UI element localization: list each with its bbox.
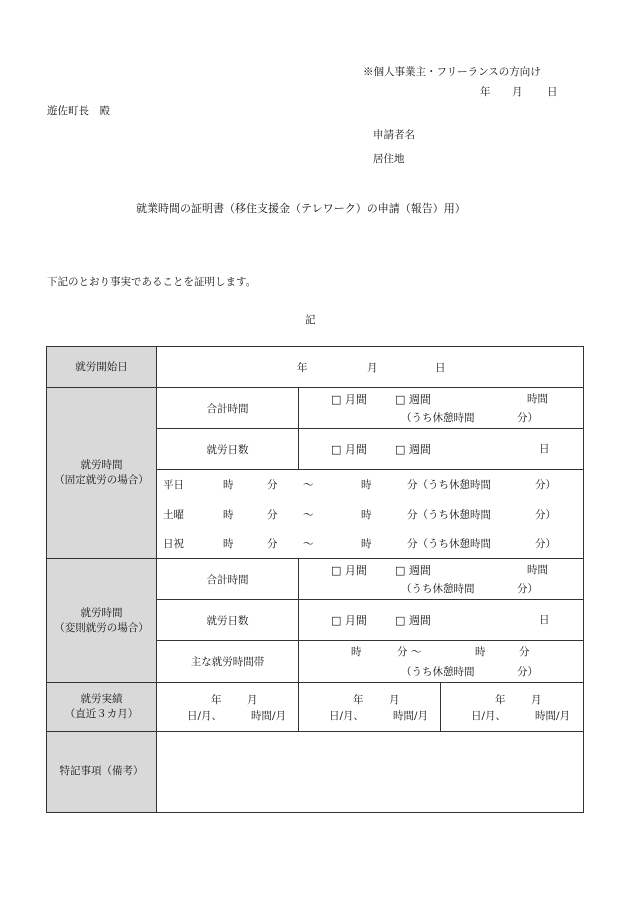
record-row: [47, 683, 584, 732]
record-1-month: 月: [247, 694, 258, 706]
start-date-field[interactable]: [157, 347, 584, 388]
fixed-total-hours-field[interactable]: [299, 388, 584, 429]
record-2-year: 年: [353, 694, 364, 706]
band-end-hour: 時: [475, 646, 486, 658]
record-3-days: 日/月、: [471, 710, 507, 722]
saturday-break-minutes: 分）: [535, 509, 556, 521]
certificate-form-table: [46, 346, 584, 813]
flex-days-unit: 日: [539, 614, 550, 626]
fixed-total-hours-label: 合計時間: [157, 388, 299, 429]
fixed-days-unit: 日: [539, 443, 550, 455]
flex-total-monthly-checkbox[interactable]: □ 月間: [331, 564, 367, 577]
band-break-text: （うち休憩時間: [401, 666, 475, 678]
record-label-line1: 就労実績: [80, 693, 123, 705]
fixed-days-weekly-checkbox[interactable]: □ 週間: [395, 443, 431, 456]
address-label: 居住地: [373, 153, 405, 165]
saturday-start-minute: 分: [267, 509, 278, 521]
fixed-total-monthly-checkbox[interactable]: □ 月間: [331, 393, 367, 406]
holiday-tilde: ～: [303, 538, 314, 550]
flex-label-line1: 就労時間: [80, 606, 123, 619]
flex-working-days-field[interactable]: [299, 600, 584, 641]
record-month-3[interactable]: [441, 683, 584, 732]
record-1-year: 年: [211, 694, 222, 706]
fixed-holiday-field[interactable]: [157, 530, 584, 559]
holiday-end-hour: 時: [361, 538, 372, 550]
weekday-label: 平日: [163, 479, 184, 491]
record-2-days: 日/月、: [329, 710, 365, 722]
record-2-hours: 時間/月: [393, 710, 429, 722]
saturday-label: 土曜: [163, 509, 184, 521]
saturday-end-minute-break: 分（うち休憩時間: [407, 509, 491, 521]
ki-label: 記: [305, 314, 316, 326]
holiday-end-minute-break: 分（うち休憩時間: [407, 538, 491, 550]
holiday-label: 日祝: [163, 538, 184, 550]
fixed-total-weekly-checkbox[interactable]: □ 週間: [395, 393, 431, 406]
start-date-label: 就労開始日: [47, 347, 157, 388]
weekday-tilde: ～: [303, 479, 314, 491]
record-3-month: 月: [531, 694, 542, 706]
fixed-hours-label: [47, 388, 157, 559]
start-month-label: 月: [367, 362, 378, 374]
flex-label-line2: （変則就労の場合）: [54, 621, 149, 634]
record-label-line2: （直近３カ月）: [64, 708, 139, 720]
fixed-working-days-field[interactable]: [299, 429, 584, 470]
date-year-label: 年: [480, 86, 491, 98]
fixed-total-break-text: （うち休憩時間: [401, 412, 475, 424]
flex-total-hours-row: [47, 559, 584, 600]
flex-total-weekly-checkbox[interactable]: □ 週間: [395, 564, 431, 577]
flex-total-hours-label: 合計時間: [157, 559, 299, 600]
remarks-label: [47, 732, 157, 813]
date-month-label: 月: [512, 86, 523, 98]
holiday-start-minute: 分: [267, 538, 278, 550]
weekday-end-minute-break: 分（うち休憩時間: [407, 479, 491, 491]
band-break-minutes: 分）: [517, 666, 538, 678]
band-end-minute: 分: [519, 646, 530, 658]
fixed-saturday-field[interactable]: [157, 500, 584, 530]
saturday-end-hour: 時: [361, 509, 372, 521]
record-3-hours: 時間/月: [535, 710, 571, 722]
fixed-total-break-minutes: 分）: [517, 412, 538, 424]
remarks-row: [47, 732, 584, 813]
fixed-label-line2: （固定就労の場合）: [54, 474, 149, 486]
fixed-working-days-label: 就労日数: [157, 429, 299, 470]
record-1-hours: 時間/月: [251, 710, 287, 722]
holiday-break-minutes: 分）: [535, 538, 556, 550]
weekday-start-minute: 分: [267, 479, 278, 491]
saturday-tilde: ～: [303, 509, 314, 521]
target-note: ※個人事業主・フリーランスの方向け: [363, 66, 541, 78]
start-day-label: 日: [435, 362, 446, 374]
date-day-label: 日: [547, 86, 558, 98]
weekday-start-hour: 時: [223, 479, 234, 491]
document-title: 就業時間の証明書（移住支援金（テレワーク）の申請（報告）用）: [136, 202, 466, 215]
fixed-total-hours-row: [47, 388, 584, 429]
start-year-label: 年: [297, 362, 308, 374]
fixed-weekday-field[interactable]: [157, 470, 584, 501]
flex-total-break-text: （うち休憩時間: [401, 583, 475, 595]
weekday-end-hour: 時: [361, 479, 372, 491]
saturday-start-hour: 時: [223, 509, 234, 521]
addressee: 遊佐町長 殿: [47, 105, 110, 117]
record-3-year: 年: [495, 694, 506, 706]
fixed-label-line1: 就労時間: [80, 459, 123, 471]
weekday-break-minutes: 分）: [535, 479, 556, 491]
record-2-month: 月: [389, 694, 400, 706]
record-month-1[interactable]: [157, 683, 299, 732]
start-date-row: [47, 347, 584, 388]
band-start-minute: 分 ～: [397, 646, 422, 658]
remarks-label-text: 特記事項（備考）: [59, 765, 144, 777]
flex-main-band-label: 主な就労時間帯: [157, 641, 299, 683]
flex-days-weekly-checkbox[interactable]: □ 週間: [395, 614, 431, 627]
flex-total-hours-unit: 時間: [527, 564, 548, 576]
flex-days-monthly-checkbox[interactable]: □ 月間: [331, 614, 367, 627]
record-1-days: 日/月、: [187, 710, 223, 722]
flex-main-band-field[interactable]: [299, 641, 584, 683]
band-start-hour: 時: [351, 646, 362, 658]
record-label: [47, 683, 157, 732]
remarks-field[interactable]: [157, 732, 584, 813]
intro-text: 下記のとおり事実であることを証明します。: [47, 276, 257, 288]
flex-total-break-minutes: 分）: [517, 583, 538, 595]
fixed-days-monthly-checkbox[interactable]: □ 月間: [331, 443, 367, 456]
flex-total-hours-field[interactable]: [299, 559, 584, 600]
holiday-start-hour: 時: [223, 538, 234, 550]
flex-hours-label: [47, 559, 157, 683]
applicant-name-label: 申請者名: [373, 129, 415, 141]
fixed-total-hours-unit: 時間: [527, 393, 548, 405]
flex-working-days-label: 就労日数: [157, 600, 299, 641]
record-month-2[interactable]: [299, 683, 441, 732]
